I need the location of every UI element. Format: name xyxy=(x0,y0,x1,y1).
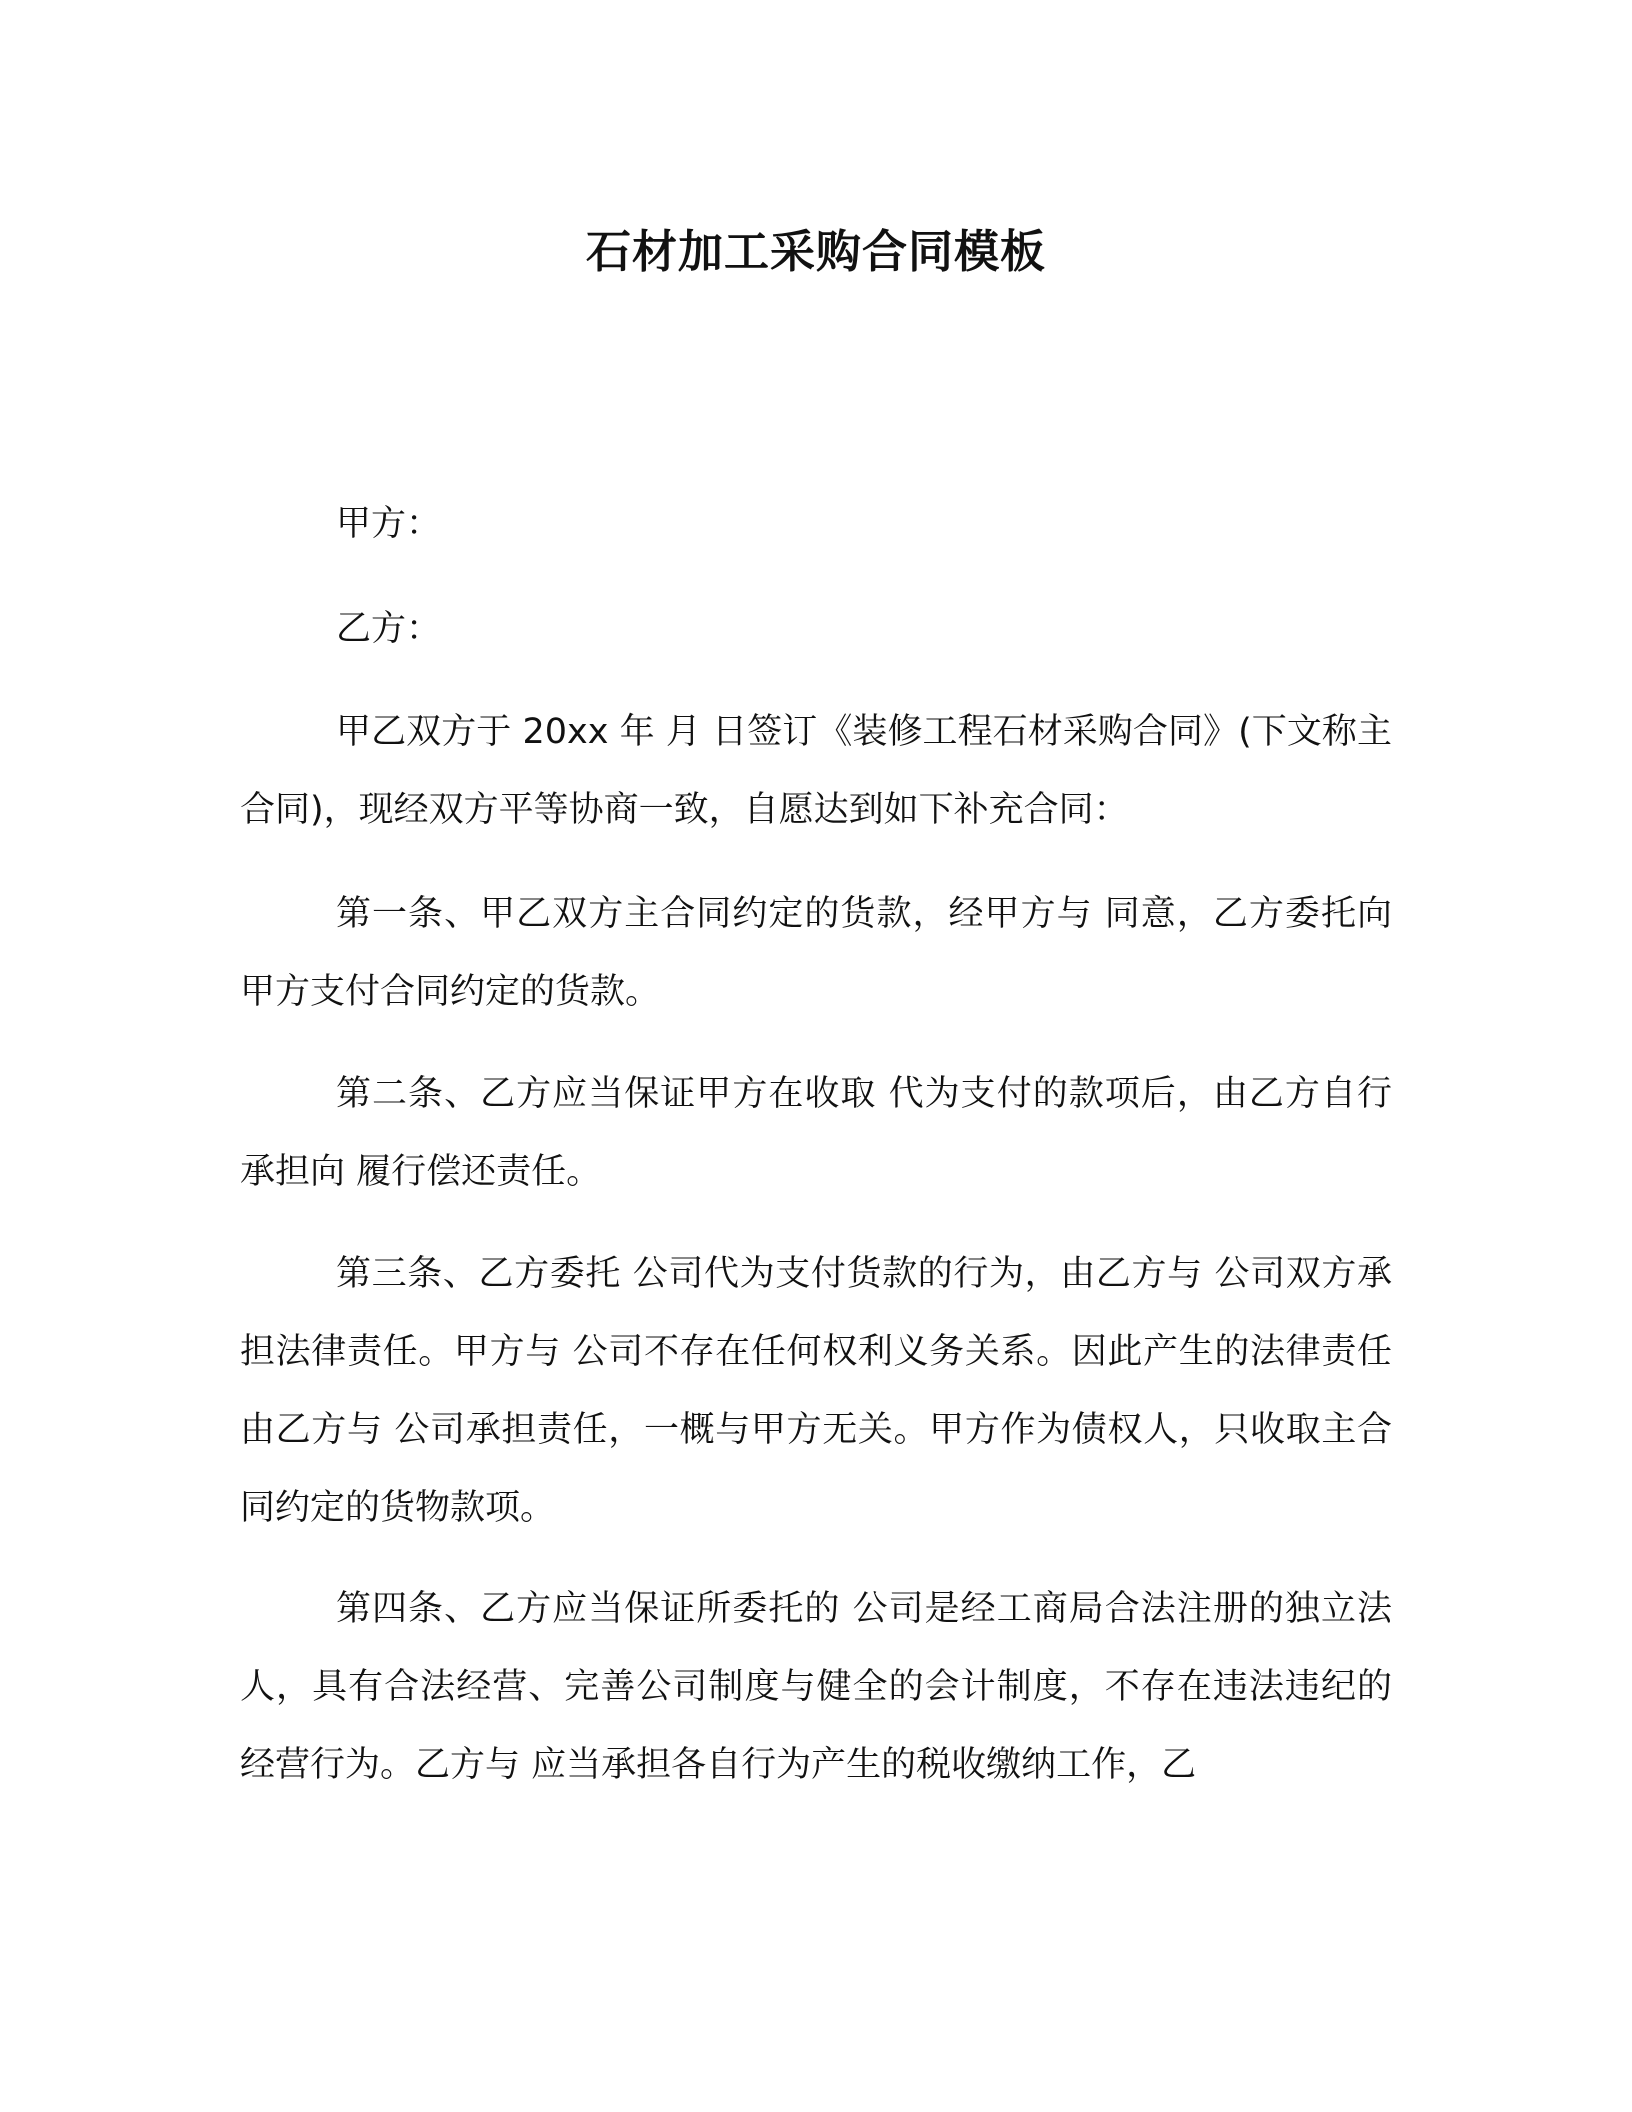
document-title: 石材加工采购合同模板 xyxy=(585,225,1046,278)
party-a-line xyxy=(240,485,1392,563)
party-a-label: 甲方： xyxy=(336,504,442,544)
party-b-label: 乙方： xyxy=(336,609,442,649)
article-4-block xyxy=(240,1570,1392,1804)
article-1-paragraph: 第一条、甲乙双方主合同约定的货款，经甲方与 同意，乙方委托向甲方支付合同约定的货款。 xyxy=(240,894,1392,1012)
article-3-block xyxy=(240,1235,1392,1547)
article-2-block xyxy=(240,1055,1392,1211)
article-2-paragraph: 第二条、乙方应当保证甲方在收取 代为支付的款项后，由乙方自行承担向 履行偿还责任。 xyxy=(240,1074,1392,1192)
intro-paragraph: 甲乙双方于 20xx 年 月 日签订《装修工程石材采购合同》(下文称主合同)，现经双方平等协商一致，自愿达到如下补充合同： xyxy=(240,712,1392,830)
article-3-paragraph: 第三条、乙方委托 公司代为支付货款的行为，由乙方与 公司双方承担法律责任。甲方与 公司不存在任何权利义务关系。因此产生的法律责任由乙方与 公司承担责任，一概与甲方无关。甲方作为债权人，只收取主合同约定的货物款项。 xyxy=(240,1254,1392,1528)
article-4-paragraph: 第四条、乙方应当保证所委托的 公司是经工商局合法注册的独立法人，具有合法经营、完善公司制度与健全的会计制度，不存在违法违纪的经营行为。乙方与 应当承担各自行为产生的税收缴纳工作，乙 xyxy=(240,1589,1392,1785)
intro-paragraph-block xyxy=(240,693,1392,849)
party-b-line xyxy=(240,590,1392,668)
article-1-block xyxy=(240,875,1392,1031)
